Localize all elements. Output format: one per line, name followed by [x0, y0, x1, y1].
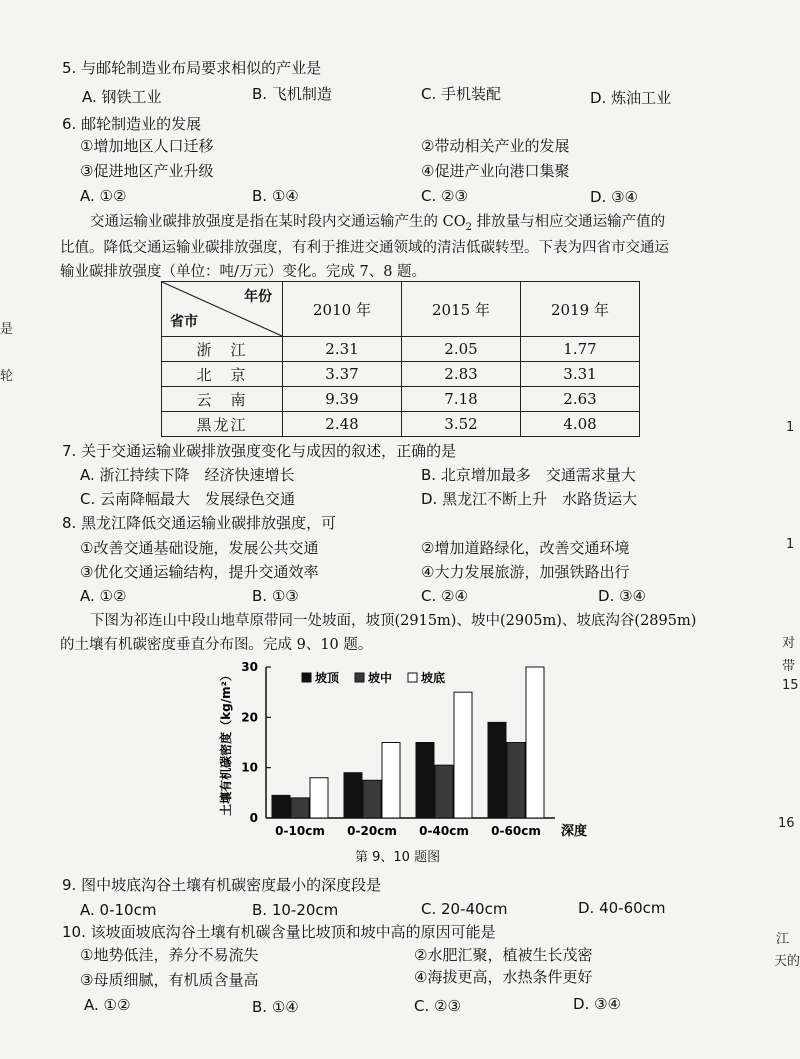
bar-坡中-0-60cm: [507, 743, 525, 819]
y-tick-label: 30: [241, 660, 258, 674]
table-row: [162, 412, 640, 437]
q5-option-d[interactable]: D. 炼油工业: [590, 89, 672, 107]
table-year-2010: 2010 年: [283, 282, 402, 337]
table-year-2019: 2019 年: [521, 282, 640, 337]
bar-坡中-0-20cm: [363, 780, 381, 818]
bar-坡顶-0-10cm: [272, 795, 290, 818]
table-cell: 7.18: [402, 387, 521, 412]
legend-label: 坡中: [368, 671, 393, 685]
edge-text-right: 天的: [774, 954, 800, 969]
table-cell: 2.05: [402, 337, 521, 362]
bar-坡底-0-10cm: [310, 778, 328, 818]
q10-stem: 10. 该坡面坡底沟谷土壤有机碳含量比坡顶和坡中高的原因可能是: [62, 923, 496, 941]
table-corner-cell: [162, 282, 283, 337]
legend-swatch-坡顶: [302, 673, 311, 682]
q9-option-a[interactable]: A. 0-10cm: [80, 901, 157, 919]
passage2-line2: 的土壤有机碳密度垂直分布图。完成 9、10 题。: [60, 637, 373, 653]
bar-坡底-0-60cm: [526, 667, 544, 818]
edge-text-right: 对: [782, 636, 796, 651]
q10-item-2: ②水肥汇聚，植被生长茂密: [414, 946, 593, 964]
q8-item-2: ②增加道路绿化，改善交通环境: [421, 539, 630, 557]
q7-option-d[interactable]: D. 黑龙江不断上升 水路货运大: [421, 490, 638, 508]
table-cell: 3.31: [521, 362, 640, 387]
q8-option-a[interactable]: A. ①②: [80, 587, 127, 605]
q5-option-b[interactable]: B. 飞机制造: [252, 85, 332, 103]
q10-option-a[interactable]: A. ①②: [84, 996, 131, 1014]
x-tick-label: 0-60cm: [491, 824, 541, 838]
x-axis-label: 深度: [561, 824, 588, 839]
bar-坡底-0-40cm: [454, 692, 472, 818]
legend-label: 坡底: [421, 671, 446, 685]
q10-item-4: ④海拔更高，水热条件更好: [414, 968, 593, 986]
edge-text-right: 15: [782, 678, 799, 693]
table-row: [162, 337, 640, 362]
q5-option-a[interactable]: A. 钢铁工业: [82, 88, 162, 106]
q5-stem: 5. 与邮轮制造业布局要求相似的产业是: [62, 59, 322, 77]
table-cell: 2.63: [521, 387, 640, 412]
q6-stem: 6. 邮轮制造业的发展: [62, 115, 202, 133]
q10-item-3: ③母质细腻，有机质含量高: [80, 971, 259, 989]
q10-option-b[interactable]: B. ①④: [252, 998, 299, 1016]
table-province: 云 南: [162, 387, 283, 412]
table-header-province: 省市: [170, 314, 198, 330]
edge-text-right: 1: [786, 420, 795, 435]
chart-caption: 第 9、10 题图: [355, 850, 441, 865]
table-cell: 3.37: [283, 362, 402, 387]
q6-item-3: ③促进地区产业升级: [80, 162, 214, 180]
table-row: [162, 362, 640, 387]
edge-text-right: 带: [782, 659, 796, 674]
q8-item-3: ③优化交通运输结构，提升交通效率: [80, 563, 319, 581]
edge-text-left: 轮: [0, 369, 14, 384]
table-cell: 4.08: [521, 412, 640, 437]
legend-label: 坡顶: [315, 671, 340, 685]
edge-text-left: 是: [0, 322, 14, 337]
table-cell: 3.52: [402, 412, 521, 437]
q10-option-d[interactable]: D. ③④: [573, 995, 621, 1013]
edge-text-right: 1: [786, 537, 795, 552]
carbon-intensity-table: [161, 281, 640, 437]
y-tick-label: 0: [249, 811, 258, 825]
passage1-line2: 比值。降低交通运输业碳排放强度，有利于推进交通领域的清洁低碳转型。下表为四省市交通运: [60, 240, 669, 256]
y-tick-label: 20: [241, 710, 258, 725]
q6-option-b[interactable]: B. ①④: [252, 187, 299, 205]
q6-option-c[interactable]: C. ②③: [421, 187, 468, 205]
q8-item-4: ④大力发展旅游，加强铁路出行: [421, 563, 630, 581]
bar-坡中-0-40cm: [435, 765, 453, 818]
q6-item-4: ④促进产业向港口集聚: [421, 162, 570, 180]
table-cell: 2.83: [402, 362, 521, 387]
table-cell: 9.39: [283, 387, 402, 412]
edge-text-right: 江: [776, 932, 790, 947]
table-cell: 2.31: [283, 337, 402, 362]
passage1-line1: 交通运输业碳排放强度是指在某时段内交通运输产生的 $CO_2$ 排放量与相应交通运输产值的: [90, 214, 666, 233]
table-province: 北 京: [162, 362, 283, 387]
bar-坡顶-0-20cm: [344, 773, 362, 818]
table-header-year: 年份: [244, 289, 272, 305]
q6-option-d[interactable]: D. ③④: [590, 188, 638, 206]
bar-坡顶-0-40cm: [416, 743, 434, 819]
q8-option-d[interactable]: D. ③④: [598, 587, 646, 605]
q9-option-d[interactable]: D. 40-60cm: [578, 899, 666, 917]
q8-stem: 8. 黑龙江降低交通运输业碳排放强度，可: [62, 514, 337, 532]
passage1-line3: 输业碳排放强度（单位：吨/万元）变化。完成 7、8 题。: [60, 264, 427, 280]
q9-option-b[interactable]: B. 10-20cm: [252, 901, 339, 919]
y-axis-label: 土壤有机碳密度（kg/m²）: [219, 669, 233, 816]
x-tick-label: 0-40cm: [419, 824, 469, 838]
edge-text-right: 16: [778, 816, 795, 831]
bar-坡顶-0-60cm: [488, 722, 506, 818]
q7-option-b[interactable]: B. 北京增加最多 交通需求量大: [421, 466, 636, 484]
q8-option-b[interactable]: B. ①③: [252, 587, 299, 605]
x-tick-label: 0-10cm: [275, 824, 325, 838]
table-cell: 2.48: [283, 412, 402, 437]
q7-option-a[interactable]: A. 浙江持续下降 经济快速增长: [80, 466, 295, 484]
q6-item-2: ②带动相关产业的发展: [421, 137, 570, 155]
soil-carbon-bar-chart: [210, 655, 590, 845]
table-header-row: [162, 282, 640, 337]
q8-item-1: ①改善交通基础设施，发展公共交通: [80, 539, 319, 557]
q9-stem: 9. 图中坡底沟谷土壤有机碳密度最小的深度段是: [62, 876, 382, 894]
q9-option-c[interactable]: C. 20-40cm: [421, 900, 508, 918]
q10-item-1: ①地势低洼，养分不易流失: [80, 946, 259, 964]
table-year-2015: 2015 年: [402, 282, 521, 337]
q6-item-1: ①增加地区人口迁移: [80, 137, 214, 155]
y-tick-label: 10: [241, 760, 258, 775]
q7-stem: 7. 关于交通运输业碳排放强度变化与成因的叙述，正确的是: [62, 442, 457, 460]
legend-swatch-坡底: [408, 673, 417, 682]
table-province: 黑龙江: [162, 412, 283, 437]
q7-option-c[interactable]: C. 云南降幅最大 发展绿色交通: [80, 490, 296, 508]
table-cell: 1.77: [521, 337, 640, 362]
legend-swatch-坡中: [355, 673, 364, 682]
q6-option-a[interactable]: A. ①②: [80, 187, 127, 205]
q5-option-c[interactable]: C. 手机装配: [421, 85, 502, 103]
bar-坡中-0-10cm: [291, 798, 309, 818]
bar-坡底-0-20cm: [382, 743, 400, 819]
q10-option-c[interactable]: C. ②③: [414, 997, 461, 1015]
table-row: [162, 387, 640, 412]
passage2-line1: 下图为祁连山中段山地草原带同一处坡面，坡顶(2915m)、坡中(2905m)、坡底沟谷(2895m): [90, 613, 697, 629]
x-tick-label: 0-20cm: [347, 824, 397, 838]
table-province: 浙 江: [162, 337, 283, 362]
q8-option-c[interactable]: C. ②④: [421, 587, 468, 605]
